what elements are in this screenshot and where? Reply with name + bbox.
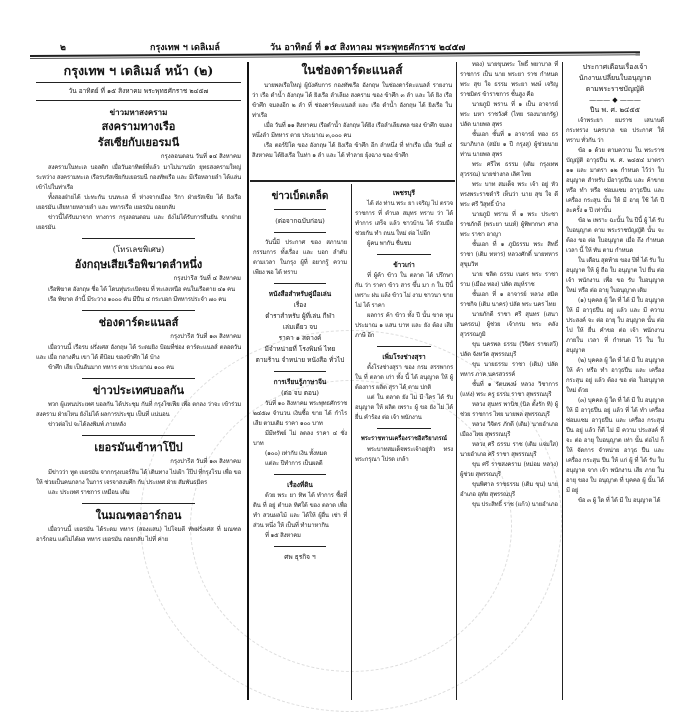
column-4 [566,60,664,700]
article-paragraph: ใน เดือน สุดท้าย ของ ปีที่ ได้ รับ ใบอนุญาต ให้ ผู้ ถือ ใบ อนุญาต ไป ยื่น ต่อ เจ้า พนักงาน เพื่อ ขอ รับ ใบอนุญาต ใหม่ หรือ ต่อ อายุ ใบอนุญาต เดิม [566,257,664,294]
divider [377,346,431,347]
notice-line: มีจำหน่ายที่ โรงพิมพ์ ไทย [264,345,336,353]
article-headline: เพิ่มโรงช่างสุรา [382,353,426,361]
article-paragraph: มีมีทรัพย์ ไม่ ลดลง ราคา ๔ ชั่ง บาท [253,430,347,447]
article-headline: ในมณฑลอาร์กอน [95,509,182,522]
article-kicker: (โทรเลขพิเศษ) [112,245,165,254]
article-paragraph: ทอง) นายขุนพระ โพธิ์ พยาบาล ที่ ราชการ เป็น นาย พระยา ราช กำหนด พระ สุข ใจ ธรรม พระยา พงษ์ เจริญ ราชมิตร ข้าราชการ ชั้นสูง คือ [460,61,558,98]
article-headline: รัสเซียกับเยอรมนี [97,136,180,149]
page-number: ๒ [60,43,66,53]
signature: ศพ ธุรกิจ ฯ [284,553,316,561]
article-paragraph: เรือพิฆาต อังกฤษ ชื่อ ได้ โดนทุ่นระเบิดจม ที่ ทะเลเหนือ คนในเรือตาย ๔๑ คน [48,286,235,293]
article-paragraph: และ ประเทศ ราชการ เหมือน เดิม [48,489,130,496]
article-paragraph: นายภูมิ พราน ที่ ๑ เป็น อาจารย์ พระ มหา ราชวังศ์ (ไทย รองนายกรัฐ) ปลัด นายพล สุพร [460,101,558,128]
article-paragraph: แต่ ใน ตลาด ยัง ไม่ มี ใคร ได้ รับ อนุญาต ให้ ผลิต เพราะ ผู้ ขอ ยัง ไม่ ได้ ยื่น คำร้อง ต่อ เจ้า พนักงาน [355,394,453,421]
divider [82,435,195,436]
article-paragraph: (๑) บุคคล ผู้ ใด ที่ ได้ มี ใบ อนุญาต ให้ มี อาวุธปืน อยู่ แล้ว และ มี ความ ประสงค์ จะ ต่อ อายุ ใบ อนุญาต นั้น ต่อไป ให้ ยื่น คำขอ ต่อ เจ้า พนักงาน ภายใน เวลา ที่ กำหนด ไว้ ใน ใบ อนุญาต [566,297,664,354]
section-title: ข่าวเบ็ดเตล็ด [271,191,329,202]
article-paragraph: ข้อ ๒ เพราะ ฉะนั้น ใน ปีนี้ ผู้ ได้ รับ ใบอนุญาต ตาม พระราชบัญญัติ นั้น จะ ต้อง ขอ ต่อ ใบอนุญาต เมื่อ ถึง กำหนด เวลา นี้ ให้ ทัน ตาม กำหนด [566,217,664,254]
article-paragraph: พระ ศรีไพ ธรรม (เดิม กรุงเทพ สุวรรณ) นายช่างกล เลิศ ไทย [460,161,558,178]
column-2-right [355,186,453,700]
section-date: วัน อาทิตย์ ที่ ๑๕ สิงหาคม พระพุทธศักราช ๒๔๕๗ [68,87,209,95]
article-headline: สงครามทางเรือ [101,120,176,133]
article-headline: ช่องดาร์ดะแนลส์ [98,316,179,329]
column-divider [562,62,563,700]
notice-line: ราคา ๑ สตางค์ [278,334,322,342]
article-headline: เรื่องที่ดิน [287,481,313,489]
column-2-left [253,186,347,700]
article-paragraph: ขุน ประสิทธิ์ ราช (แก้ว) นายอำเภอ [472,501,558,508]
article-paragraph: ชั้นเอก ที่ ๑ ภูมิธรรม พระ สิทธิ์ ราชา (เดิม ทหาร) หลวงศักดิ์ นายทหาร สุขุมวิท [460,241,558,268]
article-paragraph: วันที่ ๑๐ สิงหาคม พระพุทธศักราช ๒๔๕๗ จำนวน เงินซื้อ ขาย ได้ กำไร เสีย ตามเดิม ราคา ๑๐๐ บาท [253,400,347,427]
divider [36,82,241,83]
notice-line: ตามร้าน จำหน่าย หนังสือ ทั่วไป [255,356,345,364]
article-paragraph: หลวง วิจิตร ภักดี (เดิม) นายอำเภอ เมือง ไทย สุพรรณบุรี [460,421,558,438]
notice-line: ตำราสำหรับ ผู้ที่เล่น กีฬา [265,312,335,320]
notice-title: หนังสือสำหรับคู่มือเล่น [268,290,332,298]
issue-date: วัน อาทิตย์ ที่ ๑๕ สิงหาคม พระพุทธศักราช ๒๔๕๗ [270,43,466,53]
divider [274,546,326,547]
article-headline: พระราชทานเครื่องราชอิสริยาภรณ์ [360,436,448,442]
article-paragraph: หลวง ศรี ธรรม ราช (เดิม แจ่มใส) นายอำเภอ ศรี ราชา สุพรรณบุรี [460,441,558,458]
article [36,106,241,239]
ornament-divider: ——— ◆ ——— [589,96,641,104]
article-paragraph: หลวง สุนทร พานิช (นิล ตั้งรัก ทิ) ผู้ช่วย ราชการ ไทย นายพล สุพรรณบุรี [460,401,558,418]
article-paragraph: ผลการ ค้า ข้าว ทั้ง ปี นั้น ขาด ทุน ประมาณ ๑ แสน บาท และ ยัง ต้อง เสีย ภาษี อีก [355,312,453,339]
article-paragraph: ขุน นายธรรม ราชา (เดิม) ปลัด ทหาร ภาค นครสวรรค์ [460,361,558,378]
divider [274,474,326,475]
article [36,384,241,436]
subcolumn-divider [351,184,352,700]
article-paragraph: ข้าศึก เสีย เป็นอันมาก ทหาร ตาย ประมาณ ๑๐๐ คน [48,364,174,371]
column-divider [247,62,249,700]
article-kicker: ข่าวมหาสงคราม [109,107,168,117]
column-divider [456,62,457,700]
article-paragraph: มีข่าวว่า ทูต เยอรมัน จากกรุงเบอร์ลิน ได้ เดินทาง ไปเฝ้า โป๊ป ที่กรุงโรม เพื่อ ขอให้ ช่วยเป็นคนกลาง ในการ เจรจาสงบศึก กับ ประเทศ ฝ่าย สัมพันธมิตร [36,469,241,486]
divider [82,503,195,504]
article-headline: ในช่องดาร์ดะแนลส์ [301,63,403,77]
article-headline: การเรียนรู้ภาษาจีน [273,378,327,386]
article-paragraph: ข้อ ๑ ด้วย ตามความ ใน พระราช บัญญัติ อาวุธปืน พ. ศ. ๒๔๕๔ มาตรา ๑๑ และ มาตรา ๑๒ กำหนด ไว้ว่า ใบอนุญาต สำหรับ มีอาวุธปืน และ ค้าขาย หรือ ทำ หรือ ซ่อมแซม อาวุธปืน และ เครื่อง กระสุน นั้น ให้ มี อายุ ใช้ ได้ ปี ละครั้ง ๑ ปี เท่านั้น [566,147,664,214]
article-paragraph: ชั้นเอก ที่ ๑ อาจารย์ หลวง สมิต ราชกิจ (เดิม นาคร) ปลัด พระ นคร ไทย [460,291,558,308]
article [36,316,241,379]
article-paragraph: แต่ละ ปีทำการ เป็นผลดี [265,460,323,467]
article-paragraph: นาย ชลิต ธรรม เนตร พระ ราชา ราม (เมือง ทอง) ปลัด สมุห์ราช [460,271,558,288]
dateline: กรุงปารีส วันที่ ๑๓ สิงหาคม [170,333,241,340]
divider [274,209,326,210]
article-paragraph: พระบาทสมเด็จพระเจ้าอยู่หัว ทรง พระกรุณา โปรด เกล้า [355,446,453,463]
article-paragraph: ขุนพิศาล ราชธรรม (เดิม ขุน) นายอำเภอ อุทัย สุพรรณบุรี [460,481,558,498]
article-paragraph: ผู้คน พากัน ชื่นชม [367,240,412,247]
section-title: กรุงเทพ ฯ เดลิเมล์ หน้า (๒) [63,63,214,78]
divider [377,254,431,255]
article-paragraph: พระ บาท สมเด็จ พระ เจ้า อยู่ หัว ทรงพระราชดำริ เห็นว่า นาย สุข ใจ ดี พระ ศรี วิสุทธิ์ บ้าง [460,181,558,208]
article-paragraph: นายภักดี ราชา ศรี สุนทร (เสนา นครธน) ผู้ช่วย เจ้ากรม พระ คลัง สุวรรณภูมิ [460,311,558,338]
article-paragraph: สงครามในทะเล บอลติก เมื่อวันอาทิตย์ที่แล้ว มาไม่นานนัก ยุทธสงครามใหญ่ ระหว่าง สงครามทะเล เรือรบรัสเซียกับเยอรมนี กองทัพเรือ และ มีเรือหลายลำ ได้แล่นเข้าไปในท่าเรือ [36,164,241,191]
article-paragraph: ทั้งสองฝ่ายได้ ปะทะกัน บนทะเล ที่ ห่างจากเมือง ริกา ฝ่ายรัสเซีย ได้ ยิงเรือเยอรมัน เสียหายหลายลำ และ ทหารเรือ เยอรมัน ถอยกลับ [36,194,241,211]
article-paragraph: นายพลเรือใหญ่ ผู้บังคับการ กองทัพเรือ อังกฤษ ในช่องดาร์ดะแนลส์ รายงาน ว่า เรือ ดำน้ำ อังกฤษ ได้ ยิงเรือ ลำเลียง สงคราม ของ ข้าศึก ๓ ลำ และ ได้ ยิง เรือ ข้าศึก จมลงอีก ๒ ลำ ที่ ช่องดาร์ดะแนลส์ และ เรือ ดำน้ำ อังกฤษ ได้ ยิงเรือ ในท่าเรือ [252,82,452,119]
paper-name: กรุงเทพ ฯ เดลิเมล์ [150,43,220,53]
dateline: กรุงปารีส วันที่ ๑๓ สิงหาคม [170,458,241,465]
notice-title: นักงานเปลี่ยนใบอนุญาต [578,74,652,82]
divider [82,238,195,239]
article-paragraph: ที่ ผู้ค้า ข้าว ใน ตลาด ได้ ปรึกษา กัน ว่า ราคา ข้าว สาร ขึ้น มา ก ใน ปีนี้ เพราะ ฝน แล้ง ข้าว ไม่ งาม ชาวนา ขาย ไม่ ได้ ราคา [355,272,453,309]
article-paragraph: (๓) บุคคล ผู้ ใด ที่ ได้ มี ใบ อนุญาต ให้ มี อาวุธปืน อยู่ แล้ว ที่ ได้ ทำ เครื่อง ซ่อมแซม อาวุธปืน และ เครื่อง กระสุน ปืน อยู่ แล้ว ก็ดี ไม่ มี ความ ประสงค์ ที่ จะ ต่อ อายุ ใบอนุญาต เท่า นั้น ต่อไป ก็ ให้ จัดการ จำหน่าย อาวุธ ปืน และ เครื่อง กระสุน ปืน ให้ แก่ ผู้ ที่ ได้ รับ ใบ อนุญาต จาก เจ้า พนักงาน เสีย ภาย ใน อายุ ของ ใบ อนุญาต ที่ บุคคล ผู้ นั้น ได้ มี อยู่ [566,397,664,494]
article-paragraph: ข่าวนี้ได้รับมาจาก ทางการ กรุงลอนดอน และ ยังไม่ได้รับการยืนยัน จากฝ่าย เยอรมัน [36,214,241,231]
article-paragraph: เมื่อวานนี้ เยอรมัน ได้ระดม ทหาร (สองแสน) ไปโจมตี ทัพฝรั่งเศส ที่ มณฑล อาร์กอน แต่ไม่ได้ผล ทหาร เยอรมัน ถอยกลับ ไปที่ ค่าย [36,526,241,543]
article-paragraph: ข่าวต่อไป จะได้ลงพิมพ์ ภายหลัง [48,421,126,428]
article-paragraph: เมื่อวานนี้ เรือรบ ฝรั่งเศส อังกฤษ ได้ ระดมยิง ป้อมที่ช่อง ดาร์ดะแนลส์ ตลอดวัน และ เมื่อ กลางคืน เขา ได้ ตีป้อม ของข้าศึก ได้ บ้าง [36,344,241,361]
article-headline: ข่าวประเทศบอลกัน [92,384,185,397]
article-paragraph: เรือ พิฆาต ลำนี้ มีระวาง ๑๐๐๐ ตัน มีปืน ๔ กระบอก มีทหารประจำ ๗๐ คน [48,296,226,303]
article-paragraph: ขุน ศรี ราชสงคราม (หม่อม หลวง) ผู้ช่วย สุพรรณบุรี [460,461,558,478]
section-subtitle: (ต่อ จบ ตอน) [281,389,319,397]
section-subtitle: (ต่อจากฉบับก่อน) [275,217,325,225]
article-paragraph: เรือ ตอร์ปิโด ของ อังกฤษ ได้ ยิงเรือ ข้าศึก อีก ลำหนึ่ง ที่ ท่าเรือ เมื่อ วันที่ ๔ สิงหาคม ได้ยิงเรือ ในท่า ๑ ลำ และ ได้ ทำลาย ยุ้งฉาง ของ ข้าศึก [252,142,452,159]
section-rule [250,180,455,182]
article-headline: ข้าวเก่า [393,261,415,269]
article-paragraph: (๒) บุคคล ผู้ ใด ที่ ได้ มี ใบ อนุญาต ให้ ค้า หรือ ทำ อาวุธปืน และ เครื่อง กระสุน อยู่ แล้ว ต้อง ขอ ต่อ ใบอนุญาต ใหม่ ด้วย [566,357,664,394]
article [36,509,241,545]
article-paragraph: ชั้นเอก ชั้นที่ ๑ อาจารย์ ทอง ธรรมาภิบาล (สมัย ๑ ปี กรุงสุ) ผู้ช่วยนายท่าน นายพล สุพร [460,131,558,158]
article-paragraph: ชั้นที่ ๑ รัตนพงษ์ หลวง วิชาการ (แห่ง) พระ ครู ธรรม ราชา สุพรรณบุรี [460,381,558,398]
column-3 [460,60,558,700]
column-1 [36,60,241,700]
divider [36,100,241,101]
notice-title: ตามพระราชบัญญัติ [585,85,645,93]
article-paragraph: ข้อ ๓ ผู้ ใด ที่ ได้ มี ใบ อนุญาต ได้ [578,497,661,504]
notice-title: ประกาศเตือนเรื่องเจ้า [582,63,648,71]
dateline: กรุงปารีส วันที่ ๔ สิงหาคม [173,275,241,282]
notice-line: เรื่อง [293,301,307,309]
article-headline: เพชรบุรี [392,189,416,197]
article-paragraph: นายภูมิ พราน ที่ ๑ พระ ประชา ราชภักดี (พระยา นนท์) ผู้พิพากษา ศาล พระ ราชา อาญา [460,211,558,238]
article-paragraph: (๑๐๐) เท่ากับ เงิน ทั้งหมด [265,450,327,457]
article-paragraph: พวก ผู้แทนประเทศ บอลกัน ได้ประชุม กันที่ กรุงโซเฟีย เพื่อ ตกลง ว่าจะ เข้าร่วม สงคราม ฝ่ายไหน ยังไม่ได้ ผลการประชุม เป็นที่ แน่นอน [36,401,241,418]
article [36,244,241,311]
divider [274,371,326,372]
article-headline: อังกฤษเสียเรือพิฆาตลำหนึ่ง [74,258,203,271]
article-headline: เยอรมันเข้าหาโป๊ป [94,441,183,454]
notice-subtitle: ปีน พ. ศ. ๒๔๕๕ [590,106,640,114]
article-paragraph: ขุน นครพล ธรรม (วิจิตร ราชเสวี) ปลัด จังหวัด สุพรรณบุรี [460,341,558,358]
article-paragraph: ที่ ๑๕ สิงหาคม [265,532,301,539]
divider [82,378,195,379]
notice-line: เล่มเดียว จบ [282,323,318,331]
article-paragraph: ด้วย พระ ยา ทิพ ได้ ทำการ ซื้อที่ ดิน ที่ อยู่ ตำบล ทิศใต้ ของ ตลาด เพื่อ ทำ สวนผลไม้ และ ได้ให้ ผู้อื่น เช่า ที่ ส่วน หนึ่ง ให้ เป็นที่ ทำมาหากิน [253,492,347,529]
divider [377,428,431,429]
dateline: กรุงลอนดอน วันที่ ๑๔ สิงหาคม [160,153,241,160]
divider [82,310,195,311]
divider [274,232,326,233]
article-paragraph: วันนี้มี ประกาศ ของ สภานายกรรมการ ทั้งเรื่อง และ บอก ลำดับ ตามเวลา ในกรุง ผู้ที่ อยากรู้ ความ เพียง พอ ได้ ทราบ [253,239,347,276]
article-paragraph: เจ้าพระยา ยมราช เสนาบดี กระทรวง นครบาล ขอ ประกาศ ให้ ทราบ ทั่วกัน ว่า [566,117,664,144]
article-paragraph: เมื่อ วันที่ ๑๑ สิงหาคม เรือดำน้ำ อังกฤษ ได้ยิง เรือลำเลียงพล ของ ข้าศึก จมลง หนึ่งลำ มีทหาร ตาย ประมาณ ๓,๐๐๐ คน [252,122,452,139]
article [36,441,241,504]
divider [274,283,326,284]
article-paragraph: ตั้งโรงช่างสุรา ของ กรม สรรพากร ใน ที่ ตลาด เก่า ทั้ง นี้ ได้ อนุญาต ให้ ผู้ ต้องการ ผลิต สุรา ได้ ตาม ปกติ [355,364,453,391]
article-paragraph: ได้ ส่ง ท่าน พระ ยา เจริญ ไป ตรวจ ราชการ ที่ ตำบล สมุทร ทราบ ว่า ได้ ทำการ เสร็จ แล้ว ชาวบ้าน ได้ ร่วมมือ ช่วยกัน ทำ ถนน ใหม่ ต่อ ไปอีก [355,200,453,237]
